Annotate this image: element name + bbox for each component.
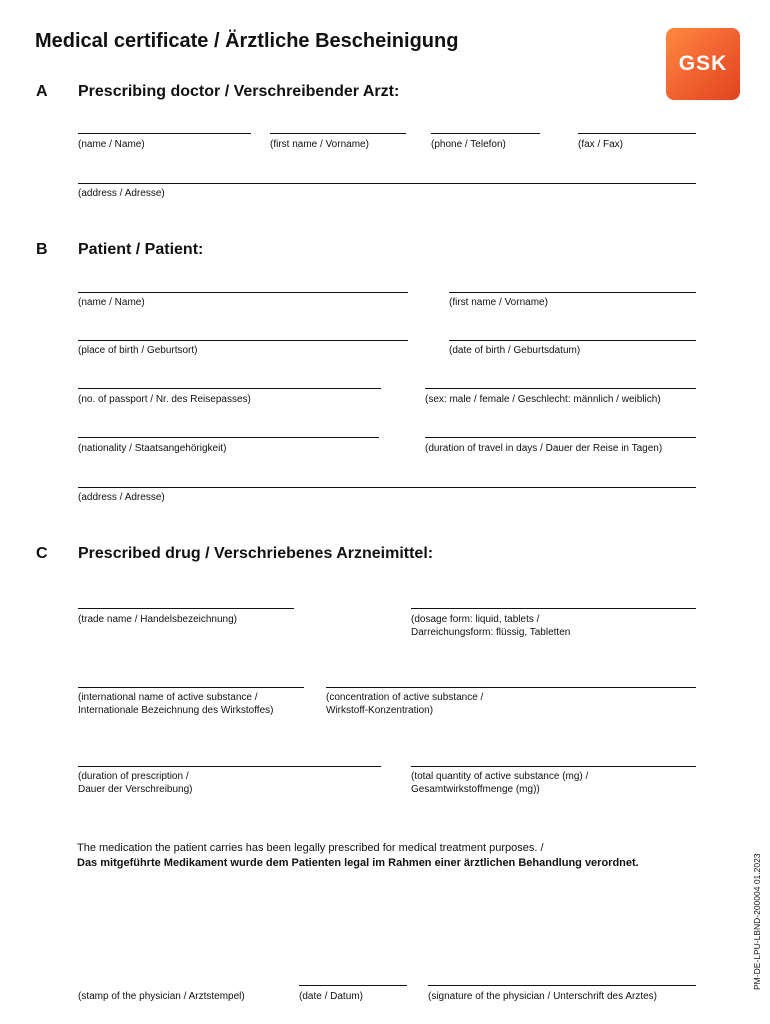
patient-name-field[interactable]	[78, 292, 408, 293]
travel-duration-label: (duration of travel in days / Dauer der Reise in Tagen)	[425, 443, 663, 454]
dosage-form-label-2: Darreichungsform: flüssig, Tabletten	[411, 627, 571, 638]
concentration-label-1: (concentration of active substance /	[326, 692, 484, 703]
patient-nationality-field[interactable]	[78, 437, 379, 438]
patient-sex-label: (sex: male / female / Geschlecht: männlich / weiblich)	[425, 394, 661, 405]
dosage-form-label-1: (dosage form: liquid, tablets /	[411, 614, 540, 625]
patient-birthdate-label: (date of birth / Geburtsdatum)	[449, 345, 581, 356]
document-code: PM-DE-LPU-LBND-200004 01.2023	[752, 853, 762, 990]
logo-text: GSK	[678, 52, 728, 75]
section-a-letter: A	[36, 83, 48, 100]
section-b-heading: Patient / Patient:	[78, 241, 204, 258]
doctor-name-label: (name / Name)	[78, 139, 145, 150]
travel-duration-field[interactable]	[425, 437, 696, 438]
doctor-phone-field[interactable]	[431, 133, 540, 134]
trade-name-label: (trade name / Handelsbezeichnung)	[78, 614, 237, 625]
patient-passport-label: (no. of passport / Nr. des Reisepasses)	[78, 394, 251, 405]
doctor-phone-label: (phone / Telefon)	[431, 139, 506, 150]
patient-passport-field[interactable]	[78, 388, 381, 389]
doctor-address-label: (address / Adresse)	[78, 188, 165, 199]
total-quantity-label-1: (total quantity of active substance (mg) /	[411, 771, 589, 782]
doctor-fax-label: (fax / Fax)	[578, 139, 624, 150]
patient-first-name-label: (first name / Vorname)	[449, 297, 548, 308]
patient-name-label: (name / Name)	[78, 297, 145, 308]
section-c-heading: Prescribed drug / Verschriebenes Arzneimittel:	[78, 545, 434, 562]
signature-label: (signature of the physician / Unterschrift des Arztes)	[428, 991, 657, 1002]
intl-name-field[interactable]	[78, 687, 304, 688]
patient-birthplace-label: (place of birth / Geburtsort)	[78, 345, 198, 356]
doctor-address-field[interactable]	[78, 183, 696, 184]
legal-statement-de: Das mitgeführte Medikament wurde dem Patienten legal im Rahmen einer ärztlichen Behandlung verordnet.	[77, 857, 639, 869]
patient-address-label: (address / Adresse)	[78, 492, 165, 503]
trade-name-field[interactable]	[78, 608, 294, 609]
legal-statement	[77, 841, 639, 871]
doctor-name-field[interactable]	[78, 133, 251, 134]
patient-birthplace-field[interactable]	[78, 340, 408, 341]
section-b-letter: B	[36, 241, 48, 258]
legal-statement-en: The medication the patient carries has been legally prescribed for medical treatment purposes. /	[77, 842, 544, 854]
total-quantity-field[interactable]	[411, 766, 696, 767]
stamp-label: (stamp of the physician / Arztstempel)	[78, 991, 245, 1002]
patient-sex-field[interactable]	[425, 388, 696, 389]
dosage-form-field[interactable]	[411, 608, 696, 609]
prescription-duration-field[interactable]	[78, 766, 381, 767]
date-field[interactable]	[299, 985, 407, 986]
doctor-fax-field[interactable]	[578, 133, 696, 134]
intl-name-label-2: Internationale Bezeichnung des Wirkstoffes)	[78, 705, 274, 716]
concentration-field[interactable]	[326, 687, 696, 688]
section-c-letter: C	[36, 545, 48, 562]
patient-first-name-field[interactable]	[449, 292, 696, 293]
signature-field[interactable]	[428, 985, 696, 986]
date-label: (date / Datum)	[299, 991, 363, 1002]
concentration-label-2: Wirkstoff-Konzentration)	[326, 705, 434, 716]
patient-nationality-label: (nationality / Staatsangehörigkeit)	[78, 443, 227, 454]
doctor-first-name-label: (first name / Vorname)	[270, 139, 369, 150]
intl-name-label-1: (international name of active substance /	[78, 692, 258, 703]
page-title: Medical certificate / Ärztliche Bescheinigung	[35, 30, 459, 52]
section-a-heading: Prescribing doctor / Verschreibender Arzt:	[78, 83, 400, 100]
patient-birthdate-field[interactable]	[449, 340, 696, 341]
patient-address-field[interactable]	[78, 487, 696, 488]
prescription-duration-label-2: Dauer der Verschreibung)	[78, 784, 193, 795]
prescription-duration-label-1: (duration of prescription /	[78, 771, 189, 782]
doctor-first-name-field[interactable]	[270, 133, 406, 134]
gsk-logo	[666, 28, 740, 100]
total-quantity-label-2: Gesamtwirkstoffmenge (mg))	[411, 784, 540, 795]
